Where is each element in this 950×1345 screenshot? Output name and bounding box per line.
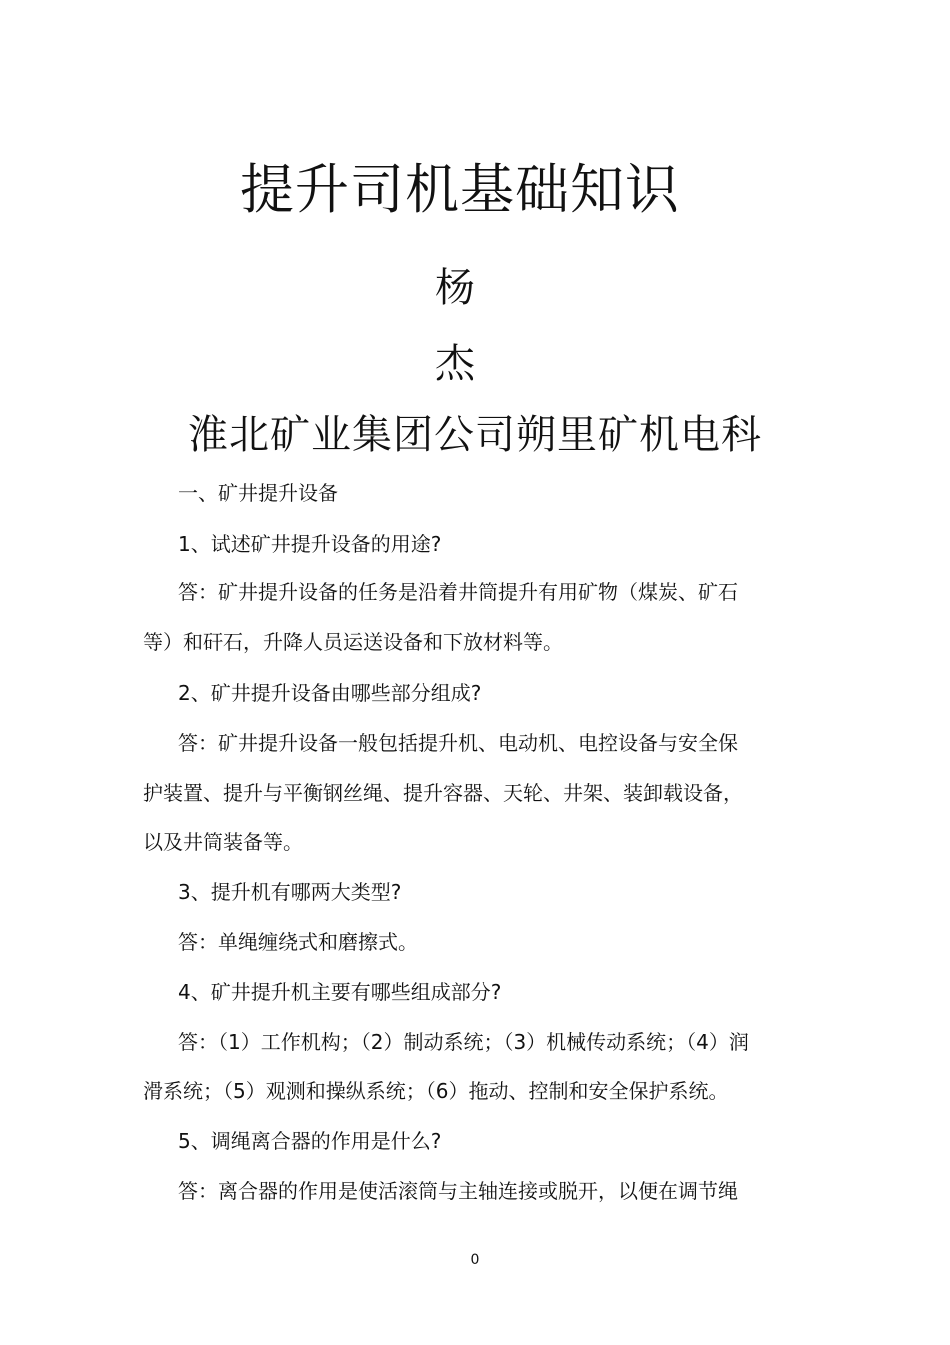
question-2: 2、矿井提升设备由哪些部分组成?	[178, 681, 482, 705]
answer-4-line-1: 答：（1）工作机构；（2）制动系统；（3）机械传动系统；（4）润	[178, 1030, 749, 1054]
answer-2-line-2: 护装置、提升与平衡钢丝绳、提升容器、天轮、井架、装卸载设备，	[143, 781, 743, 805]
question-5: 5、调绳离合器的作用是什么?	[178, 1129, 442, 1153]
page-number: 0	[470, 1252, 480, 1268]
answer-4-line-2: 滑系统；（5）观测和操纵系统；（6）拖动、控制和安全保护系统。	[143, 1079, 729, 1103]
answer-2-line-3: 以及井筒装备等。	[143, 830, 303, 854]
answer-5-line-1: 答：离合器的作用是使活滚筒与主轴连接或脱开，以便在调节绳	[178, 1179, 738, 1203]
organization-name: 淮北矿业集团公司朔里矿机电科	[188, 412, 762, 458]
author-name-line-1: 杨	[435, 265, 475, 311]
answer-1-line-1: 答：矿井提升设备的任务是沿着井筒提升有用矿物（煤炭、矿石	[178, 580, 738, 604]
question-3: 3、提升机有哪两大类型?	[178, 880, 402, 904]
author-name-line-2: 杰	[435, 341, 475, 387]
section-heading: 一、矿井提升设备	[178, 481, 338, 505]
answer-1-line-2: 等）和矸石，升降人员运送设备和下放材料等。	[143, 630, 563, 654]
question-1: 1、试述矿井提升设备的用途?	[178, 532, 442, 556]
answer-2-line-1: 答：矿井提升设备一般包括提升机、电动机、电控设备与安全保	[178, 731, 738, 755]
document-title: 提升司机基础知识	[240, 158, 680, 221]
question-4: 4、矿井提升机主要有哪些组成部分?	[178, 980, 502, 1004]
answer-3: 答：单绳缠绕式和磨擦式。	[178, 930, 418, 954]
